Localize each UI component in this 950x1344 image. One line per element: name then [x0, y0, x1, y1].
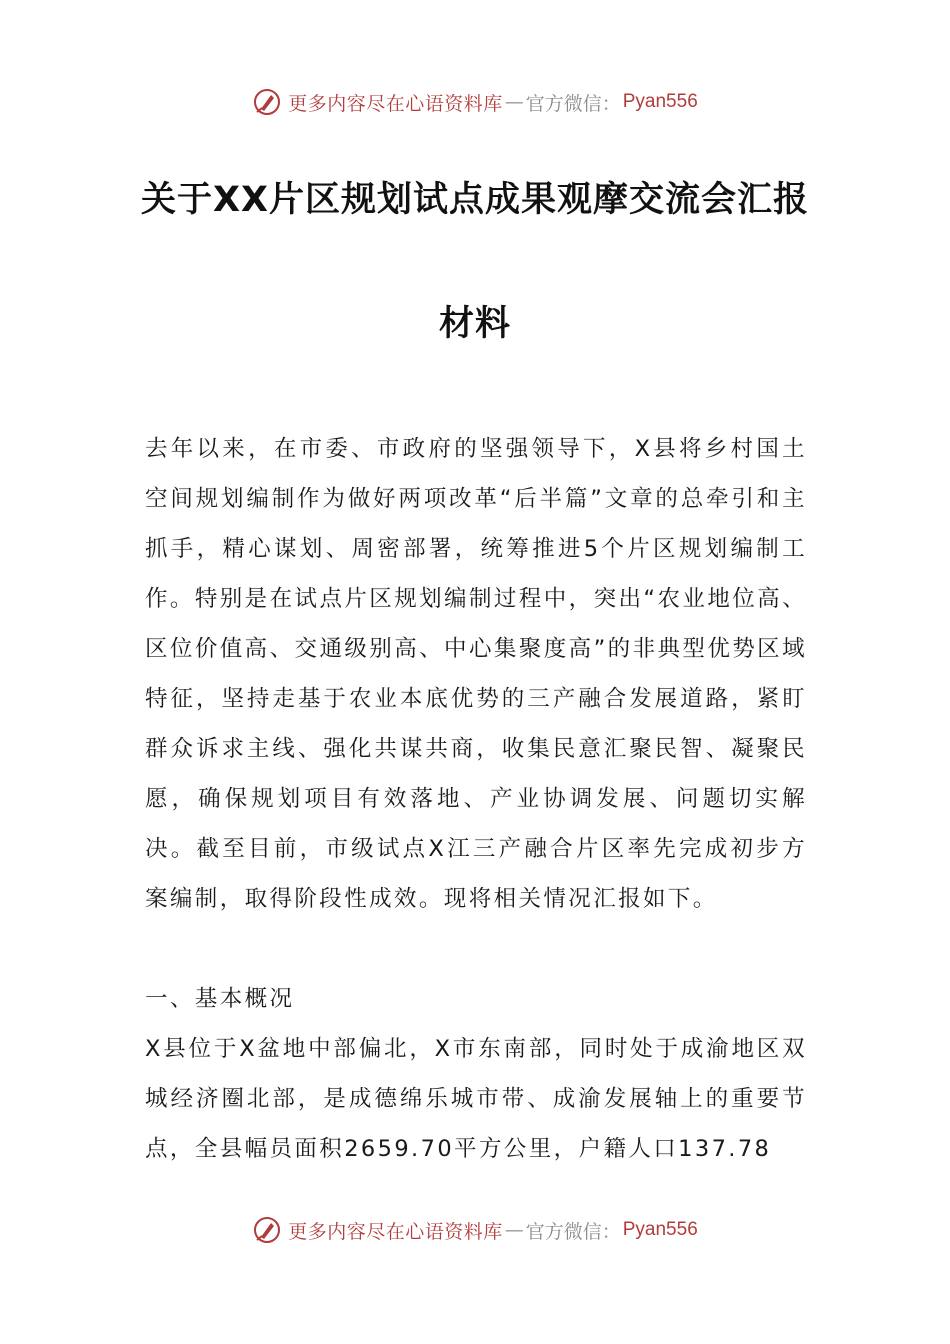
document-title-line1: 关于XX片区规划试点成果观摩交流会汇报: [141, 180, 809, 220]
document-title-line2: 材料: [438, 304, 511, 344]
header-banner: [0, 84, 950, 120]
footer-dash: —: [504, 1219, 524, 1241]
footer-wechat-id: Pyan556: [622, 1219, 698, 1240]
banner-dash: —: [504, 91, 524, 113]
footer-brand-text: 更多内容尽在心语资料库: [288, 1220, 503, 1243]
banner-wechat-id: Pyan556: [622, 91, 698, 112]
body-paragraph-1: 去年以来，在市委、市政府的坚强领导下，X县将乡村国土空间规划编制作为做好两项改革“后半篇”文章的总牵引和主抓手，精心谋划、周密部署，统筹推进5个片区规划编制工作。特别是在试点片区规划编制过程中，突出“农业地位高、区位价值高、交通级别高、中心集聚度高”的非典型优势区域特征，坚持走基于农业本底优势的三产融合发展道路，紧盯群众诉求主线、强化共谋共商，收集民意汇聚民智、凝聚民愿，确保规划项目有效落地、产业协调发展、问题切实解决。截至目前，市级试点X江三产融合片区率先完成初步方案编制，取得阶段性成效。现将相关情况汇报如下。: [145, 436, 807, 912]
banner-official-label: 官方微信：: [525, 92, 621, 115]
body-paragraph-2: X县位于X盆地中部偏北，X市东南部，同时处于成渝地区双城经济圈北部，是成德绵乐城市带、成渝发展轴上的重要节点，全县幅员面积2659.70平方公里，户籍人口137.78: [145, 1036, 807, 1162]
banner-brand-text: 更多内容尽在心语资料库: [288, 92, 503, 115]
footer-official-label: 官方微信：: [525, 1220, 621, 1243]
pen-nib-logo-icon: [252, 87, 282, 117]
footer-banner: [0, 1212, 950, 1248]
pen-nib-logo-icon: [252, 1215, 282, 1245]
section-heading-1: 一、基本概况: [145, 986, 295, 1012]
